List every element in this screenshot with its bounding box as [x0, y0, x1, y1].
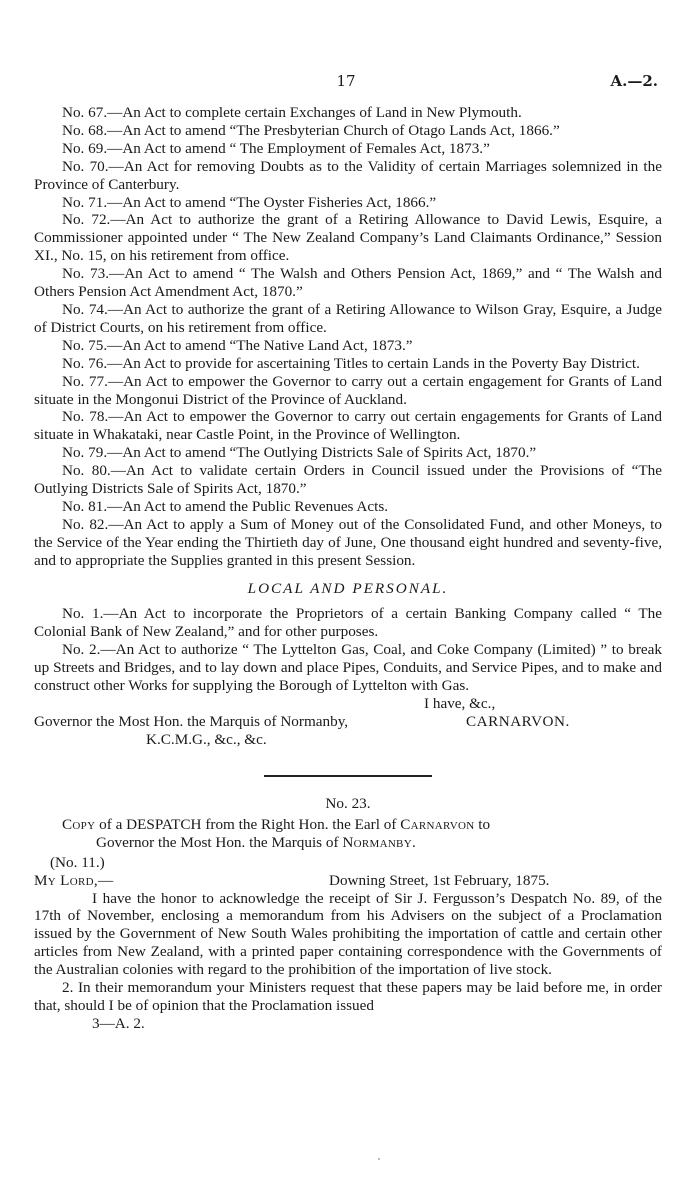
local-act-item: No. 1.—An Act to incorporate the Proprietors of a certain Banking Company called “ The Colonial Bank of New Zealand,” and for other purposes. — [34, 605, 662, 641]
despatch-paragraph: 2. In their memorandum your Ministers request that these papers may be laid before me, in order that, should I be of opinion that the Proclamation issued — [34, 979, 662, 1014]
section-divider — [264, 775, 432, 777]
salutation: My Lord,— — [34, 871, 114, 889]
act-item: No. 75.—An Act to amend “The Native Land Act, 1873.” — [62, 336, 413, 354]
act-item: No. 76.—An Act to provide for ascertaining Titles to certain Lands in the Poverty Bay District. — [62, 354, 640, 372]
heading-text: to — [474, 815, 491, 833]
act-item: No. 73.—An Act to amend “ The Walsh and Others Pension Act, 1869,” and “ The Walsh and Others Pension Act Amendment Act, 1870.” — [34, 265, 662, 301]
signoff-block — [34, 695, 662, 731]
page-body — [34, 104, 662, 1033]
letter-number: (No. 11.) — [50, 853, 105, 871]
page-header — [34, 72, 658, 94]
act-item: No. 67.—An Act to complete certain Exchanges of Land in New Plymouth. — [62, 104, 522, 121]
salutation-date-line — [34, 872, 662, 890]
act-item: No. 78.—An Act to empower the Governor to carry out certain engagements for Grants of Land situate in Whakataki, near Castle Point, in the Province of Wellington. — [34, 408, 662, 444]
act-item: No. 80.—An Act to validate certain Orders in Council issued under the Provisions of “The Outlying Districts Sale of Spirits Act, 1870.” — [34, 462, 662, 498]
act-item: No. 70.—An Act for removing Doubts as to the Validity of certain Marriages solemnized in the Province of Canterbury. — [34, 157, 662, 193]
sender-name: Carnarvon — [400, 815, 475, 833]
heading-text: . — [411, 833, 416, 851]
despatch-heading-line-2 — [34, 834, 662, 852]
despatch-heading-line-1 — [34, 816, 662, 834]
addressee-line: Governor the Most Hon. the Marquis of Normanby, — [34, 713, 349, 730]
act-item: No. 81.—An Act to amend the Public Revenues Acts. — [62, 497, 389, 515]
act-item: No. 74.—An Act to authorize the grant of a Retiring Allowance to Wilson Gray, Esquire, a Judge of District Courts, on his retirement from office. — [34, 300, 662, 336]
despatch-date: Downing Street, 1st February, 1875. — [329, 871, 550, 889]
despatch-number: No. 23. — [325, 794, 371, 812]
act-item: No. 71.—An Act to amend “The Oyster Fisheries Act, 1866.” — [62, 193, 437, 211]
local-act-item: No. 2.—An Act to authorize “ The Lyttelton Gas, Coal, and Coke Company (Limited) ” to break up Streets and Bridges, and to lay down and place Pipes, Conduits, and Service Pipes, and to make and construct other Works for supplying the Borough of Lyttelton with Gas. — [34, 641, 662, 695]
local-and-personal-heading: LOCAL AND PERSONAL. — [247, 579, 449, 597]
recipient-name: Normanby — [342, 833, 412, 851]
page-number: 17 — [336, 72, 356, 90]
signature: CARNARVON. — [466, 713, 570, 730]
document-reference: A.—2. — [610, 72, 658, 90]
signoff-greeting: I have, &c., — [424, 695, 496, 712]
act-item: No. 68.—An Act to amend “The Presbyterian Church of Otago Lands Act, 1866.” — [62, 121, 560, 139]
act-item: No. 79.—An Act to amend “The Outlying Districts Sale of Spirits Act, 1870.” — [62, 444, 537, 462]
act-item: No. 82.—An Act to apply a Sum of Money out of the Consolidated Fund, and other Moneys, to the Service of the Year ending the Thirtieth day of June, One thousand eight hundred and seventy-five, and to appropriate the Supplies granted in this present Session. — [34, 515, 662, 569]
addressee-honours: K.C.M.G., &c., &c. — [146, 731, 267, 748]
act-item: No. 72.—An Act to authorize the grant of a Retiring Allowance to David Lewis, Esquire, a Commissioner appointed under “ The New Zealand Company’s Land Claimants Ordinance,” Session XI., No. 15, on his retirement from office. — [34, 211, 662, 265]
print-speck — [378, 1158, 380, 1160]
heading-text: Governor the Most Hon. the Marquis of — [96, 833, 343, 851]
signature-mark: 3—A. 2. — [92, 1014, 145, 1032]
acts-list — [34, 104, 662, 570]
local-acts-list — [34, 605, 662, 695]
copy-word: Copy — [62, 815, 96, 833]
act-item: No. 69.—An Act to amend “ The Employment of Females Act, 1873.” — [62, 139, 490, 157]
act-item: No. 77.—An Act to empower the Governor to carry out a certain engagement for Grants of Land situate in the Mongonui District of the Province of Auckland. — [34, 372, 662, 408]
despatch-paragraph: I have the honor to acknowledge the receipt of Sir J. Fergusson’s Despatch No. 89, of the 17th of November, enclosing a memorandum from his Advisers on the subject of a Proclamation issued by the Government of New South Wales prohibiting the importation of cattle and certain other articles from New Zealand, with a printed paper containing correspondence with the Governments of the Australian colonies with regard to the prohibition of the importation of live stock. — [34, 889, 662, 979]
heading-text: of a DESPATCH from the Right Hon. the Earl of — [95, 815, 401, 833]
